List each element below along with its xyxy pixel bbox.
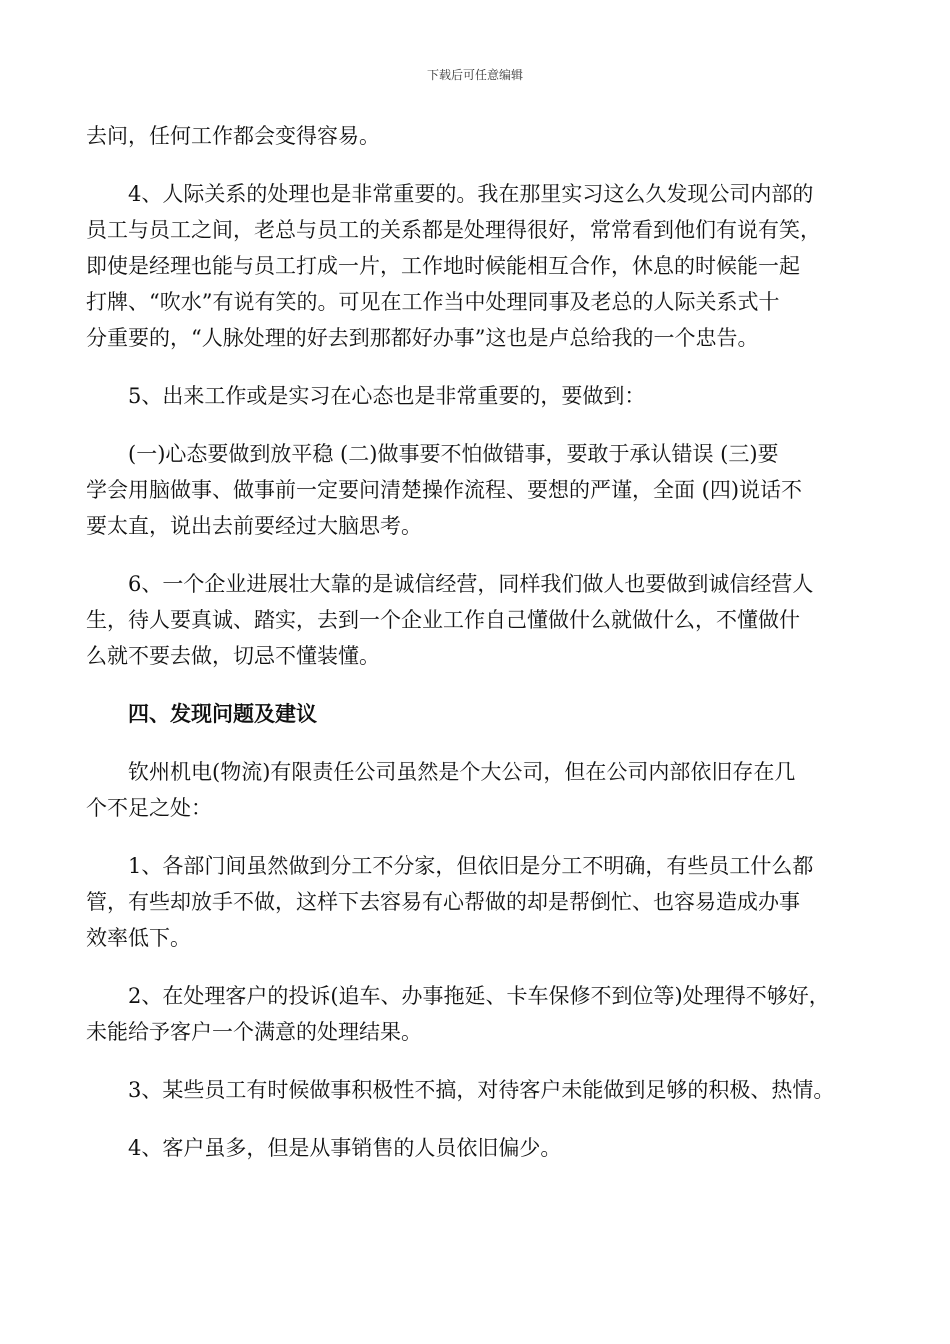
paragraph-continuation bbox=[86, 118, 876, 154]
text-line: 分重要的，“人脉处理的好去到那都好办事”这也是卢总给我的一个忠告。 bbox=[86, 326, 759, 350]
document-body bbox=[86, 118, 876, 1188]
text-line: 4、客户虽多，但是从事销售的人员依旧偏少。 bbox=[128, 1136, 562, 1160]
text-line: 5、出来工作或是实习在心态也是非常重要的，要做到： bbox=[128, 384, 646, 408]
text-line: 么就不要去做，切忌不懂装懂。 bbox=[86, 644, 380, 668]
paragraph-mindset-list bbox=[86, 436, 876, 544]
text-line: 要太直，说出去前要经过大脑思考。 bbox=[86, 514, 422, 538]
paragraph-issue-1 bbox=[86, 848, 876, 956]
text-line: 钦州机电(物流)有限责任公司虽然是个大公司，但在公司内部依旧存在几 bbox=[128, 760, 796, 784]
text-line: 管，有些却放手不做，这样下去容易有心帮做的却是帮倒忙、也容易造成办事 bbox=[86, 890, 800, 914]
text-line: 生，待人要真诚、踏实，去到一个企业工作自己懂做什么就做什么，不懂做什 bbox=[86, 608, 800, 632]
text-line: 去问，任何工作都会变得容易。 bbox=[86, 124, 380, 148]
text-line: 4、人际关系的处理也是非常重要的。我在那里实习这么久发现公司内部的 bbox=[128, 182, 814, 206]
section-heading bbox=[86, 696, 876, 732]
text-line: 未能给予客户一个满意的处理结果。 bbox=[86, 1020, 422, 1044]
paragraph-intro bbox=[86, 754, 876, 826]
paragraph-issue-2 bbox=[86, 978, 876, 1050]
text-line: 2、在处理客户的投诉(追车、办事拖延、卡车保修不到位等)处理得不够好， bbox=[128, 984, 830, 1008]
text-line: 学会用脑做事、做事前一定要问清楚操作流程、要想的严谨，全面 (四)说话不 bbox=[86, 478, 803, 502]
text-line: 打牌、“吹水”有说有笑的。可见在工作当中处理同事及老总的人际关系式十 bbox=[86, 290, 780, 314]
text-line: 效率低下。 bbox=[86, 926, 191, 950]
text-line: 员工与员工之间，老总与员工的关系都是处理得很好，常常看到他们有说有笑， bbox=[86, 218, 821, 242]
paragraph-issue-3 bbox=[86, 1072, 876, 1108]
page-header-note: 下载后可任意编辑 bbox=[426, 68, 523, 82]
text-line: 1、各部门间虽然做到分工不分家，但依旧是分工不明确，有些员工什么都 bbox=[128, 854, 814, 878]
text-line: 即使是经理也能与员工打成一片，工作地时候能相互合作，休息的时候能一起 bbox=[86, 254, 800, 278]
paragraph-point-6 bbox=[86, 566, 876, 674]
text-line: 3、某些员工有时候做事积极性不搞，对待客户未能做到足够的积极、热情。 bbox=[128, 1078, 835, 1102]
text-line: 个不足之处： bbox=[86, 796, 212, 820]
text-line: 6、一个企业进展壮大靠的是诚信经营，同样我们做人也要做到诚信经营人 bbox=[128, 572, 814, 596]
paragraph-issue-4 bbox=[86, 1130, 876, 1166]
section-heading-text: 四、发现问题及建议 bbox=[128, 701, 317, 726]
paragraph-point-4 bbox=[86, 176, 876, 356]
text-line: (一)心态要做到放平稳 (二)做事要不怕做错事，要敢于承认错误 (三)要 bbox=[128, 442, 779, 466]
paragraph-point-5 bbox=[86, 378, 876, 414]
